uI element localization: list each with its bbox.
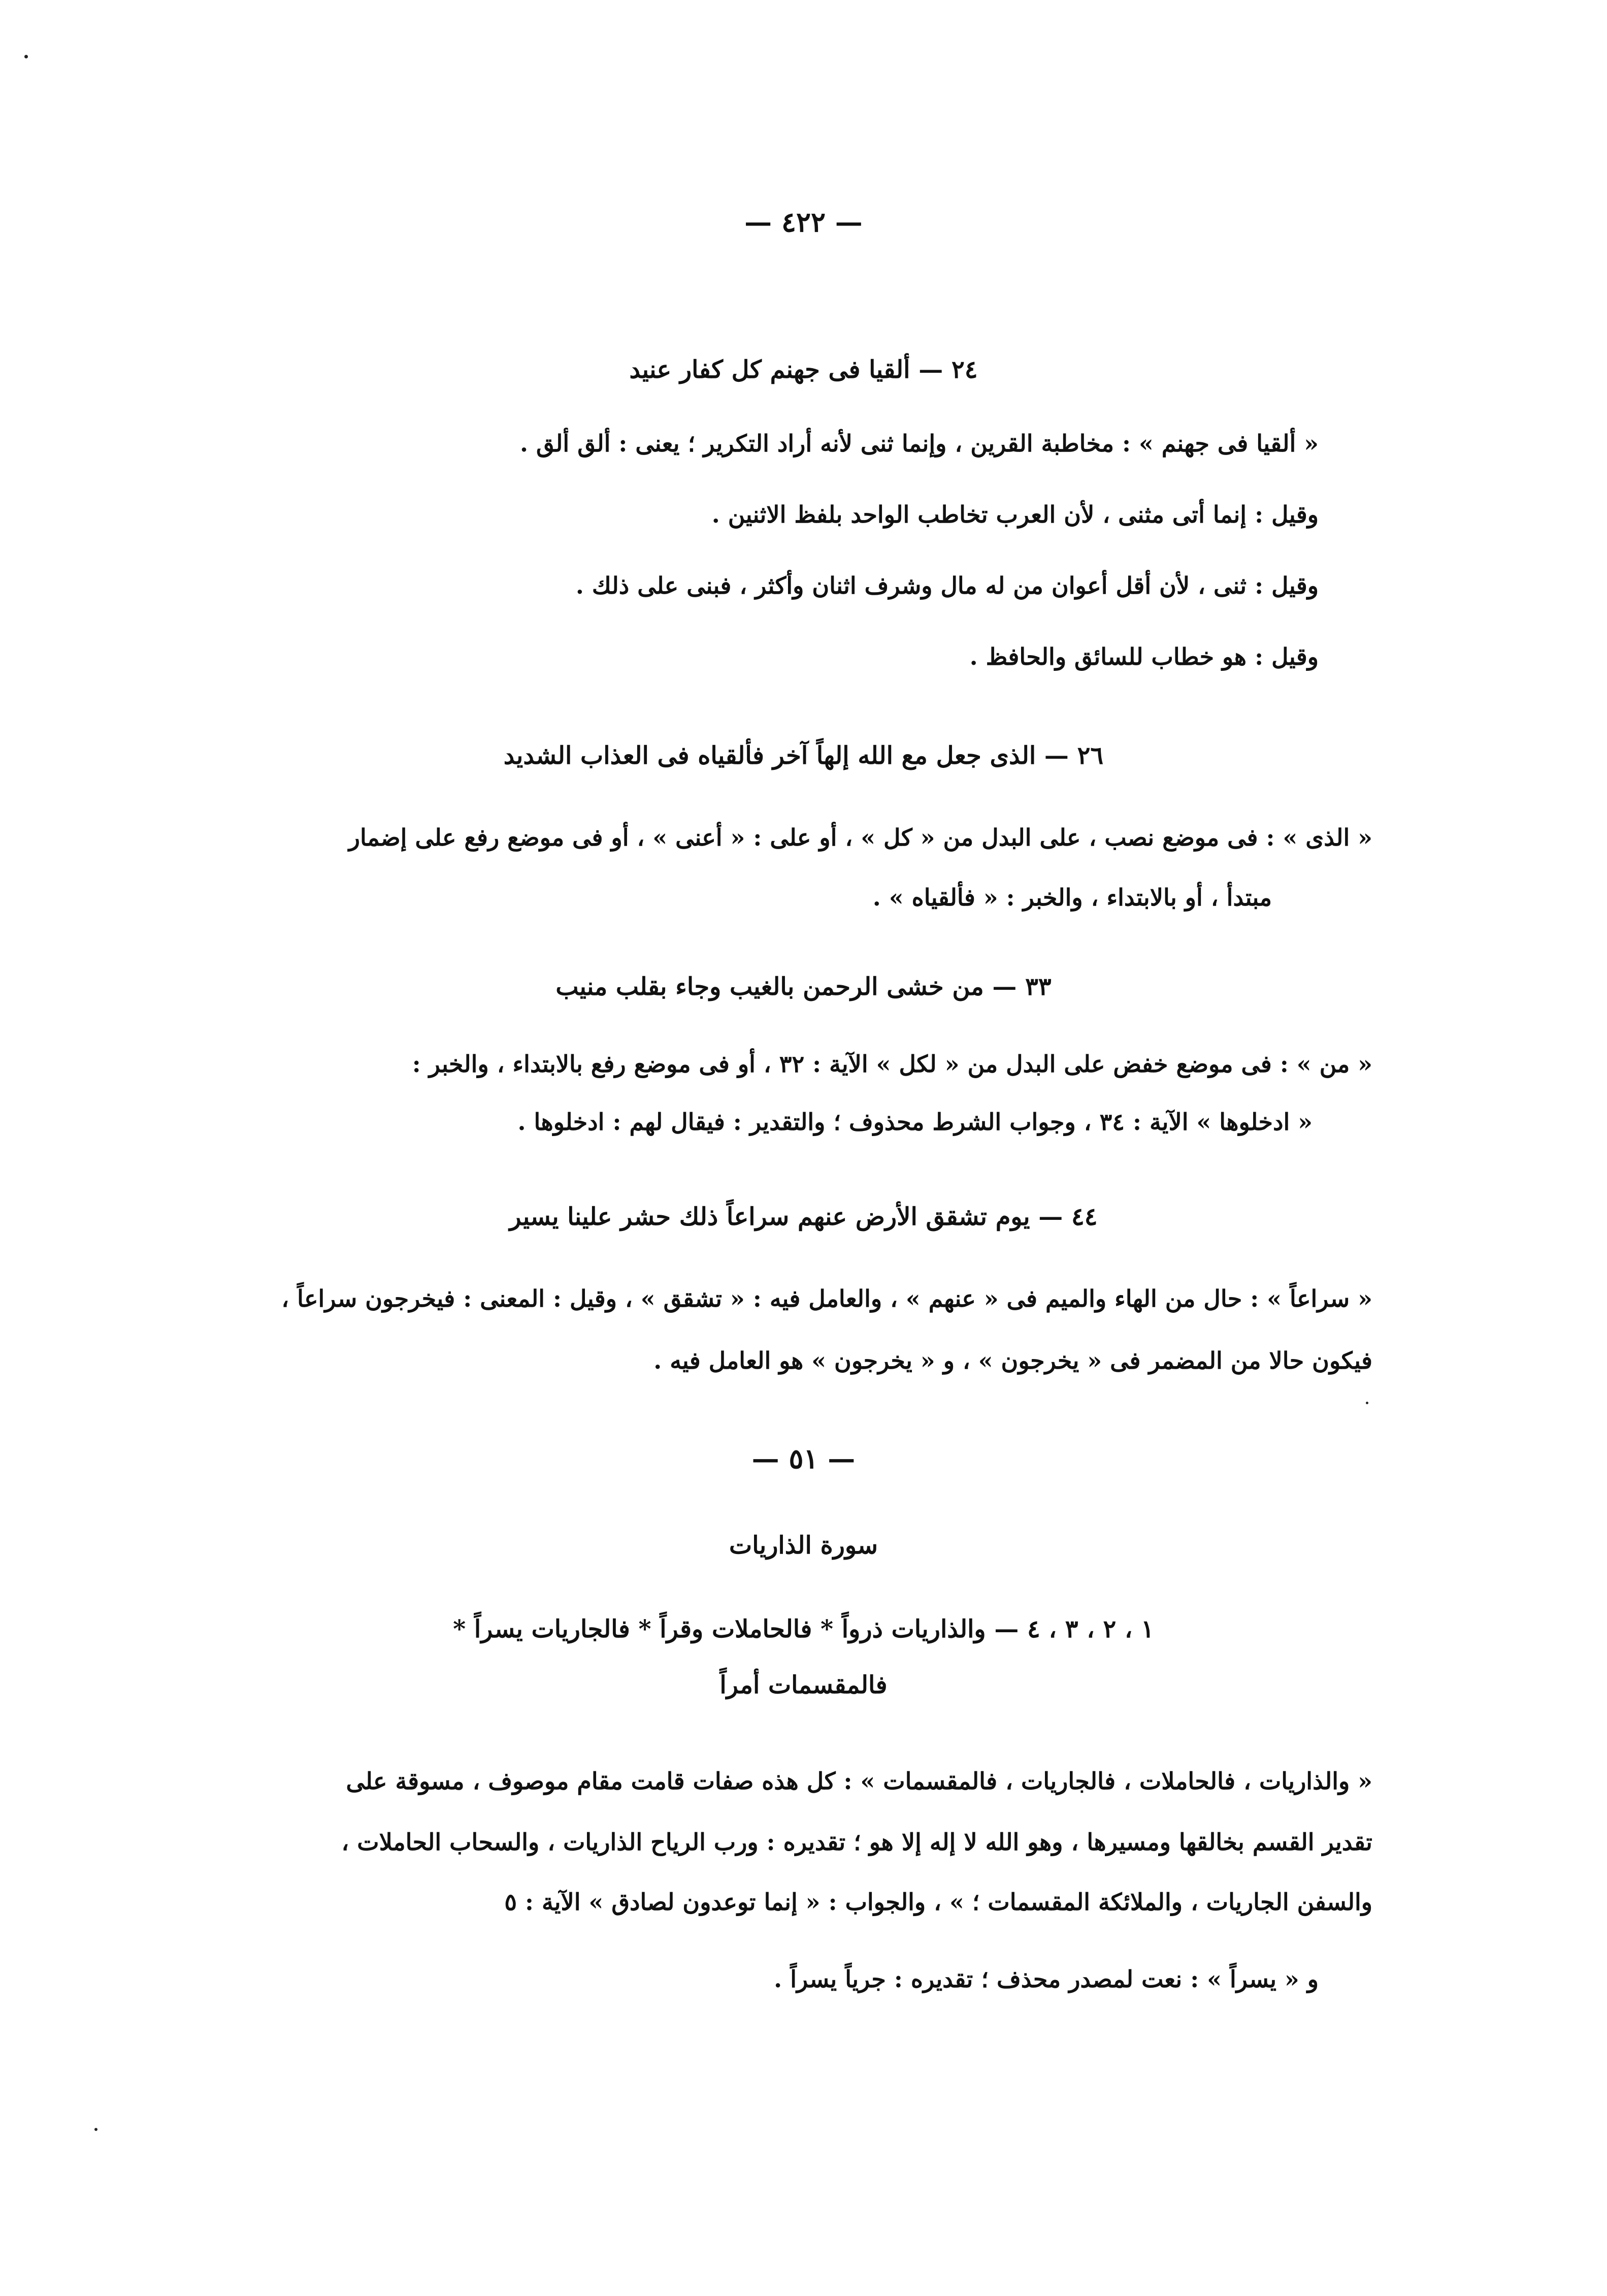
surah-title: سورة الذاريات [729, 1531, 878, 1560]
verse-heading-continued: فالمقسمات أمراً [719, 1671, 888, 1699]
commentary-line: « ألقيا فى جهنم » : مخاطبة القرين ، وإنما ثنى لأنه أراد التكرير ؛ يعنى : ألق ألق . [520, 430, 1319, 457]
commentary-line: وقيل : ثنى ، لأن أقل أعوان من له مال وشرف اثنان وأكثر ، فبنى على ذلك . [575, 572, 1319, 599]
scan-speck [24, 55, 28, 58]
verse-heading: ٢٦ — الذى جعل مع الله إلهاً آخر فألقياه فى العذاب الشديد [503, 741, 1104, 770]
commentary-line: « ادخلوها » الآية : ٣٤ ، وجواب الشرط محذوف ؛ والتقدير : فيقال لهم : ادخلوها . [517, 1108, 1313, 1136]
commentary-line: تقدير القسم بخالقها ومسيرها ، وهو الله لا إله إلا هو ؛ تقديره : ورب الرياح الذاريات ، والسحاب الحاملات ، [341, 1828, 1372, 1856]
commentary-line: وقيل : إنما أتى مثنى ، لأن العرب تخاطب الواحد بلفظ الاثنين . [711, 501, 1319, 528]
commentary-line: مبتدأ ، أو بالابتداء ، والخبر : « فألقياه » . [872, 884, 1272, 911]
commentary-line: « سراعاً » : حال من الهاء والميم فى « عنهم » ، والعامل فيه : « تشقق » ، وقيل : المعنى : فيخرجون سراعاً ، [281, 1285, 1372, 1312]
verse-heading: ٤٤ — يوم تشقق الأرض عنهم سراعاً ذلك حشر علينا يسير [509, 1203, 1098, 1231]
commentary-line: والسفن الجاريات ، والملائكة المقسمات ؛ » ، والجواب : « إنما توعدون لصادق » الآية : ٥ [504, 1888, 1372, 1916]
scan-speck [94, 2128, 97, 2131]
commentary-line: « الذى » : فى موضع نصب ، على البدل من « كل » ، أو على : « أعنى » ، أو فى موضع رفع على إضمار [348, 824, 1372, 851]
page-number: — ٤٢٢ — [744, 206, 863, 238]
surah-number: — ٥١ — [751, 1442, 856, 1475]
commentary-line: فيكون حالا من المضمر فى « يخرجون » ، و « يخرجون » هو العامل فيه . [653, 1347, 1372, 1374]
scan-speck [1366, 1402, 1368, 1404]
commentary-line: وقيل : هو خطاب للسائق والحافظ . [969, 643, 1319, 670]
commentary-line: « من » : فى موضع خفض على البدل من « لكل » الآية : ٣٢ ، أو فى موضع رفع بالابتداء ، والخبر : [412, 1050, 1372, 1078]
commentary-line: و « يسراً » : نعت لمصدر محذف ؛ تقديره : جرياً يسراً . [774, 1965, 1319, 1993]
verse-heading: ٣٣ — من خشى الرحمن بالغيب وجاء بقلب منيب [555, 973, 1052, 1001]
commentary-line: « والذاريات ، فالحاملات ، فالجاريات ، فالمقسمات » : كل هذه صفات قامت مقام موصوف ، مسوقة على [346, 1767, 1372, 1795]
verse-heading: ٢٤ — ألقيا فى جهنم كل كفار عنيد [629, 355, 978, 384]
verse-heading: ١ ، ٢ ، ٣ ، ٤ — والذاريات ذرواً * فالحاملات وقراً * فالجاريات يسراً * [453, 1615, 1154, 1643]
